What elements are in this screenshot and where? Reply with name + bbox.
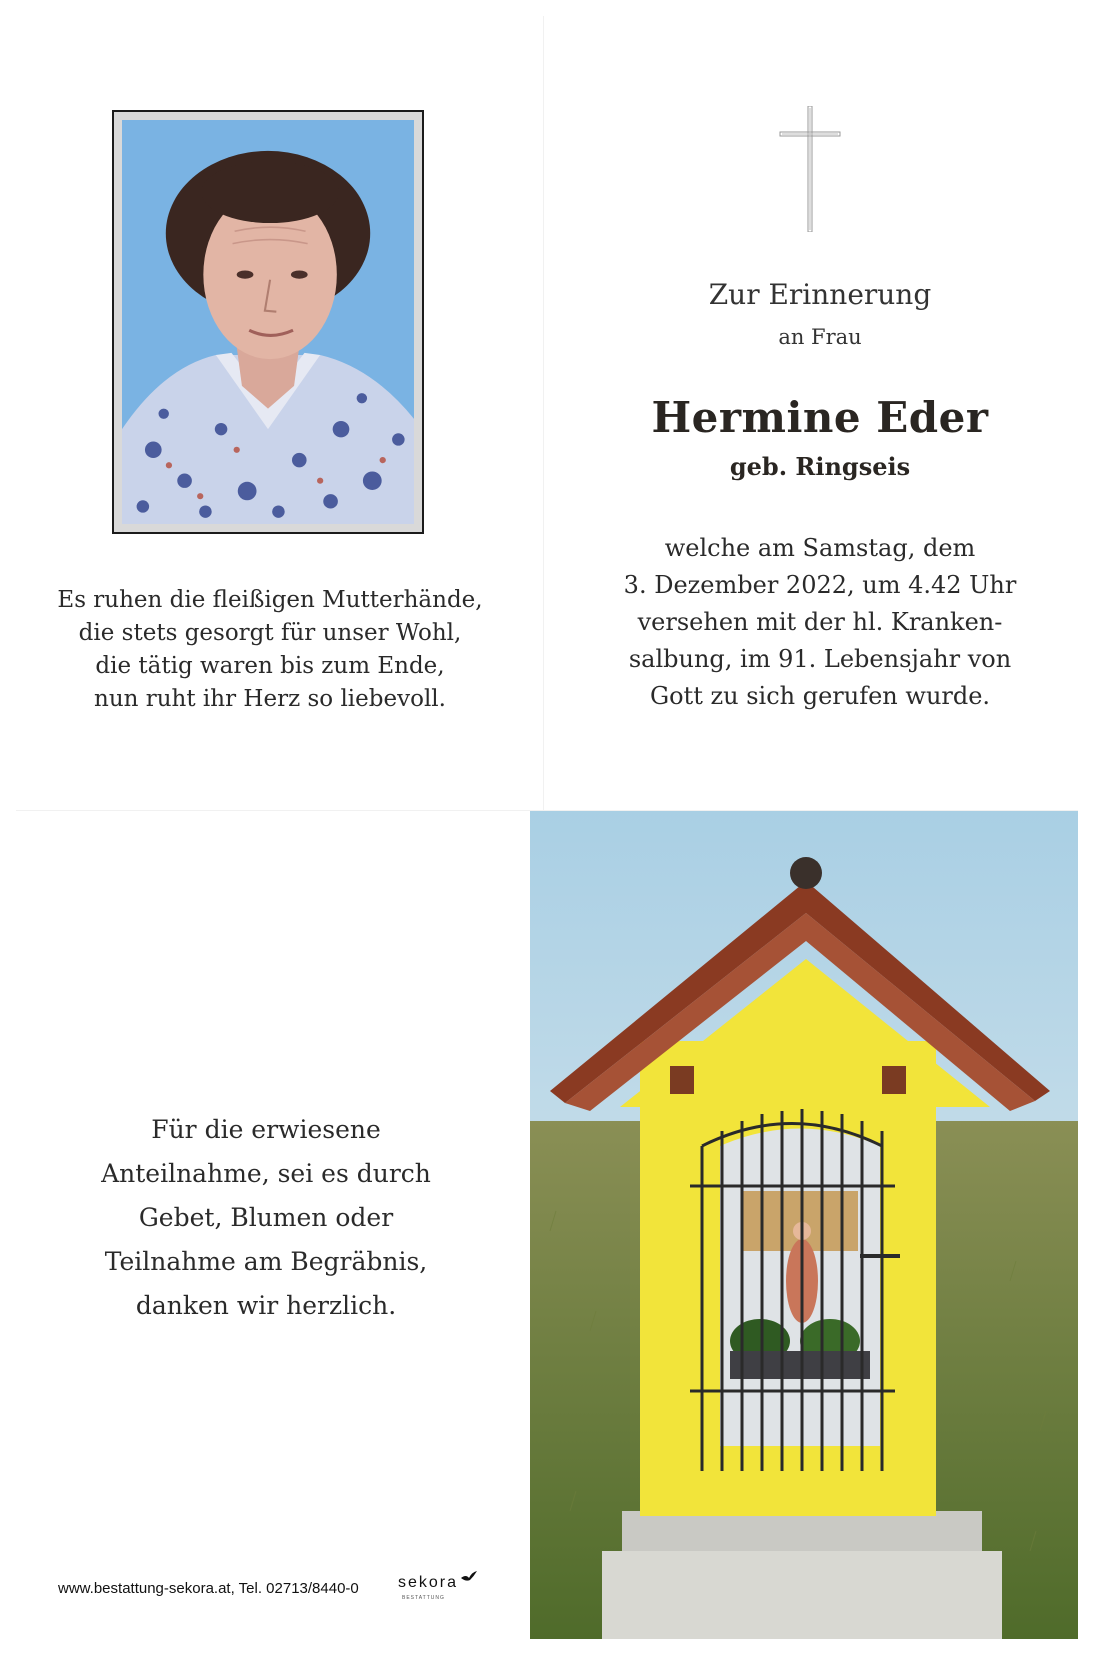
birth-name: geb. Ringseis [729, 452, 911, 481]
poem [40, 584, 500, 716]
death-notice-line: salbung, im 91. Lebensjahr von [628, 645, 1012, 673]
death-notice [585, 530, 1055, 715]
death-notice-line: welche am Samstag, dem [664, 534, 976, 562]
thanks-line: Gebet, Blumen oder [138, 1203, 394, 1232]
portrait-illustration [122, 120, 414, 524]
thanks-text [66, 1108, 466, 1328]
card-subtitle: an Frau [778, 325, 862, 349]
shrine-photo [530, 811, 1078, 1639]
death-notice-line: Gott zu sich gerufen wurde. [649, 682, 991, 710]
death-notice-line: 3. Dezember 2022, um 4.42 Uhr [623, 571, 1017, 599]
cross-icon [778, 106, 842, 232]
portrait-photo [122, 120, 414, 524]
fold-line-vertical [543, 16, 544, 810]
thanks-line: Teilnahme am Begräbnis, [104, 1247, 428, 1276]
card-title: Zur Erinnerung [708, 278, 932, 311]
thanks-line: danken wir herzlich. [135, 1291, 397, 1320]
poem-line: Es ruhen die fleißigen Mutterhände, [57, 587, 483, 613]
deceased-name: Hermine Eder [651, 393, 989, 442]
poem-line: die stets gesorgt für unser Wohl, [78, 620, 462, 646]
thanks-line: Anteilnahme, sei es durch [101, 1159, 431, 1188]
bird-icon [460, 1570, 478, 1584]
funeral-home-contact: www.bestattung-sekora.at, Tel. 02713/8440-0 [58, 1580, 359, 1597]
portrait-frame [112, 110, 424, 534]
shrine-illustration [530, 811, 1078, 1639]
funeral-home-logo: sekora [398, 1574, 459, 1591]
thanks-line: Für die erwiesene [151, 1115, 381, 1144]
funeral-home-logo-sub: BESTATTUNG [402, 1595, 445, 1601]
death-notice-line: versehen mit der hl. Kranken- [637, 608, 1003, 636]
poem-line: die tätig waren bis zum Ende, [95, 653, 445, 679]
poem-line: nun ruht ihr Herz so liebevoll. [94, 686, 446, 712]
